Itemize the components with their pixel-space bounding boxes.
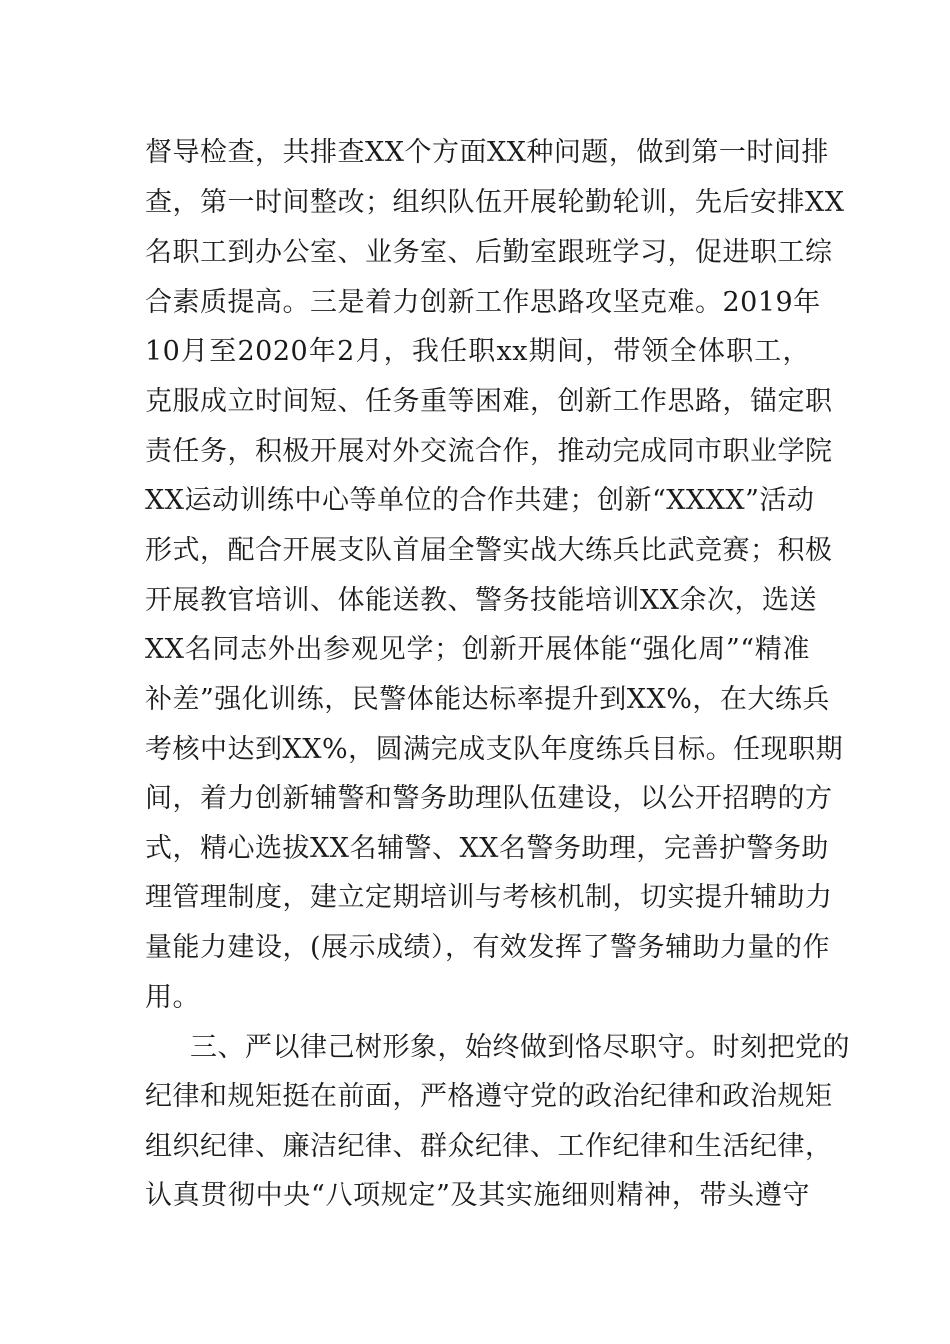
text-line: 责任务，积极开展对外交流合作，推动完成同市职业学院 xyxy=(145,436,833,467)
text-line: 组织纪律、廉洁纪律、群众纪律、工作纪律和生活纪律， xyxy=(145,1131,833,1162)
text-line: 认真贯彻中央“八项规定”及其实施细则精神，带头遵守 xyxy=(145,1180,810,1211)
text-line: 纪律和规矩挺在前面，严格遵守党的政治纪律和政治规矩 xyxy=(145,1081,833,1112)
text-line: 名职工到办公室、业务室、后勤室跟班学习，促进职工综 xyxy=(145,237,833,268)
text-line: 补差”强化训练，民警体能达标率提升到XX%，在大练兵 xyxy=(145,684,830,715)
text-line: 式，精心选拔XX名辅警、XX名警务助理，完善护警务助 xyxy=(145,833,829,864)
paragraph-heading-line: 三、严以律己树形象，始终做到恪尽职守。时刻把党的 xyxy=(190,1032,850,1063)
text-line: XX名同志外出参观见学；创新开展体能“强化周”“精准 xyxy=(145,634,810,665)
text-line: 间，着力创新辅警和警务助理队伍建设，以公开招聘的方 xyxy=(145,783,833,814)
text-line: XX运动训练中心等单位的合作共建；创新“XXXX”活动 xyxy=(145,485,815,516)
text-line: 理管理制度，建立定期培训与考核机制，切实提升辅助力 xyxy=(145,882,833,913)
text-line: 克服成立时间短、任务重等困难，创新工作思路，锚定职 xyxy=(145,386,833,417)
text-line: 查，第一时间整改；组织队伍开展轮勤轮训，先后安排XX xyxy=(145,187,845,218)
text-line: 合素质提高。三是着力创新工作思路攻坚克难。2019年 xyxy=(145,287,821,318)
text-line: 量能力建设，(展示成绩），有效发挥了警务辅助力量的作 xyxy=(145,932,831,963)
text-line: 考核中达到XX%，圆满完成支队年度练兵目标。任现职期 xyxy=(145,734,844,765)
text-line: 用。 xyxy=(145,982,200,1013)
text-line: 形式，配合开展支队首届全警实战大练兵比武竞赛；积极 xyxy=(145,535,833,566)
text-line: 督导检查，共排查XX个方面XX种问题，做到第一时间排 xyxy=(145,137,829,168)
text-line: 10月至2020年2月，我任职xx期间，带领全体职工， xyxy=(145,336,810,367)
text-line: 开展教官培训、体能送教、警务技能培训XX余次，选送 xyxy=(145,585,817,616)
